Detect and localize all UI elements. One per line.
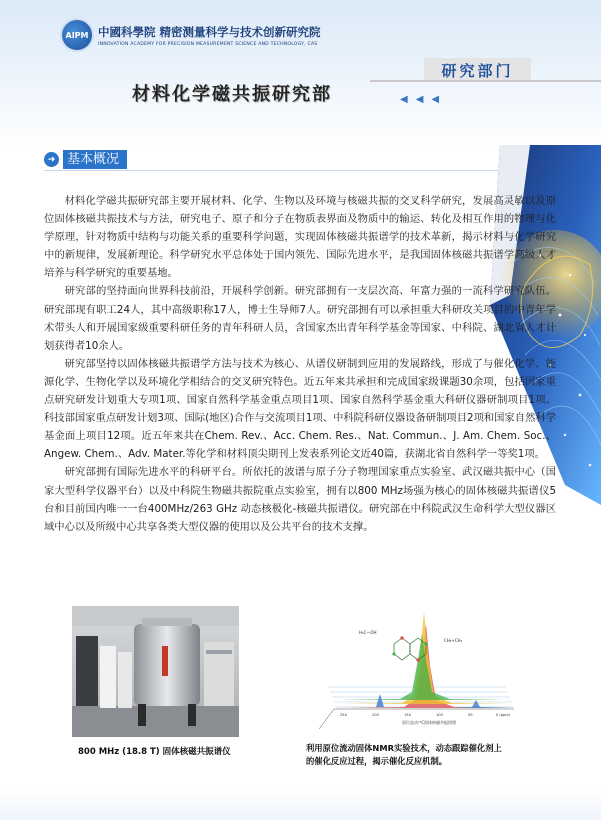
section-title: 基本概况 [63,150,127,169]
svg-text:CH₃+CH₃: CH₃+CH₃ [444,638,463,643]
spectrum-tick-label: 250 [340,713,347,717]
footer-band [0,790,601,820]
nmr-spectrometer-photo [72,606,239,737]
paragraph-research: 研究部坚持以固体核磁共振谱学方法与技术为核心、从谱仪研制到应用的发展路线，形成了与催化化学、能源化学、生物化学以及环境化学相结合的交叉研究特色。近五年来共承担和完成国家级课题30余项，包括国家重点研究研发计划重大专项1项、国家自然科学基金重点项目1项、国家自然科学基金重大科研仪器研制项目1项、科技部国家重点研发计划3项、国际(地区)合作与交流项目1项、中科院科研仪器设备研制项目2项和国家自然科学基金面上项目12项。近五年来共在Chem. Rev.、Acc. Chem. Res.、Nat. Commun.、J. Am. Chem. Soc.、Angew. Chem.、Adv. Mater.等化学和材料顶尖期刊上发表系列论文近40篇，获湖北省自然科学一等奖1项。 [44,357,556,461]
arrow-right-icon: ➜ [44,152,59,167]
paragraph-overview: 材料化学磁共振研究部主要开展材料、化学、生物以及环境与核磁共振的交叉科学研究，发展高灵敏以及原位固体核磁共振技术与方法，研究电子、原子和分子在物质表界面及物质中的输运、转化及相互作用的物理与化学原理，针对物质中结构与功能关系的重要科学问题，实现固体核磁共振谱学的技术革新，揭示材料与化学研究中的新规律，发展新理论。科学研究水平总体处于国内领先、国际先进水平，是我国固体核磁共振谱学高级人才培养与科学研究的重要基地。 [44,195,556,280]
section-header [44,150,127,169]
nmr-spectrum-figure [304,604,524,734]
left-figure-caption: 800 MHz (18.8 T) 固体核磁共振谱仪 [78,747,231,757]
logo-text [98,24,321,47]
body-text [44,192,556,536]
dept-tag: 研究部门 [424,58,531,82]
right-caption-line-1: 利用原位流动固体NMR实验技术，动态跟踪催化剂上 [306,743,502,753]
svg-text:H₃C—OH: H₃C—OH [359,630,377,635]
spectrum-axis-label: 原位流动¹³C固体核磁共振图谱 [402,720,456,725]
paragraph-team: 研究部的坚持面向世界科技前沿，开展科学创新。研究部拥有一支层次高、年富力强的一流科学研究队伍。研究部现有职工24人，其中高级职称17人，博士生导师7人。研究部拥有可以承担重大科研攻关项目的中青年学术带头人和开展国家级重要科研任务的青年科研人员，含国家杰出青年科学基金等国家、中科院、湖北省人才计划获得者10余人。 [44,285,556,352]
right-caption-line-2: 的催化反应过程，揭示催化反应机制。 [306,756,448,766]
section-divider [44,170,504,171]
logo-english-name: INNOVATION ACADEMY FOR PRECISION MEASUREMENT SCIENCE AND TECHNOLOGY, CAS [98,41,318,47]
spectrum-tick-label: 0 (ppm) [496,713,511,717]
page-title: 材料化学磁共振研究部 [132,84,332,105]
logo-institute-name: 精密测量科学与技术创新研究院 [159,24,321,39]
logo-title [98,24,321,40]
institution-logo [62,20,321,50]
spectrum-tick-label: 100 [436,713,443,717]
triple-arrow-icon: ◀◀◀ [400,94,448,105]
spectrum-tick-label: 150 [404,713,411,717]
paragraph-platform: 研究部拥有国际先进水平的科研平台。所依托的波谱与原子分子物理国家重点实验室、武汉磁共振中心（国家大型科学仪器平台）以及中科院生物磁共振院重点实验室，拥有以800 MHz场强为核心的固体核磁共振谱仪5台和目前国内唯一一台400MHz/263 GHz 动态核极化-核磁共振谱仪。研究部在中科院武汉生命科学大型仪器区域中心以及所级中心共享各类大型仪器的使用以及公共平台的技术支撑。 [44,466,556,533]
logo-badge: AIPM [62,20,92,50]
logo-cas-name: 中國科學院 [98,24,156,39]
spectrum-tick-label: 200 [372,713,379,717]
spectrum-tick-label: 50 [468,713,473,717]
dept-rule-divider [370,80,601,82]
right-figure-caption [306,742,546,768]
